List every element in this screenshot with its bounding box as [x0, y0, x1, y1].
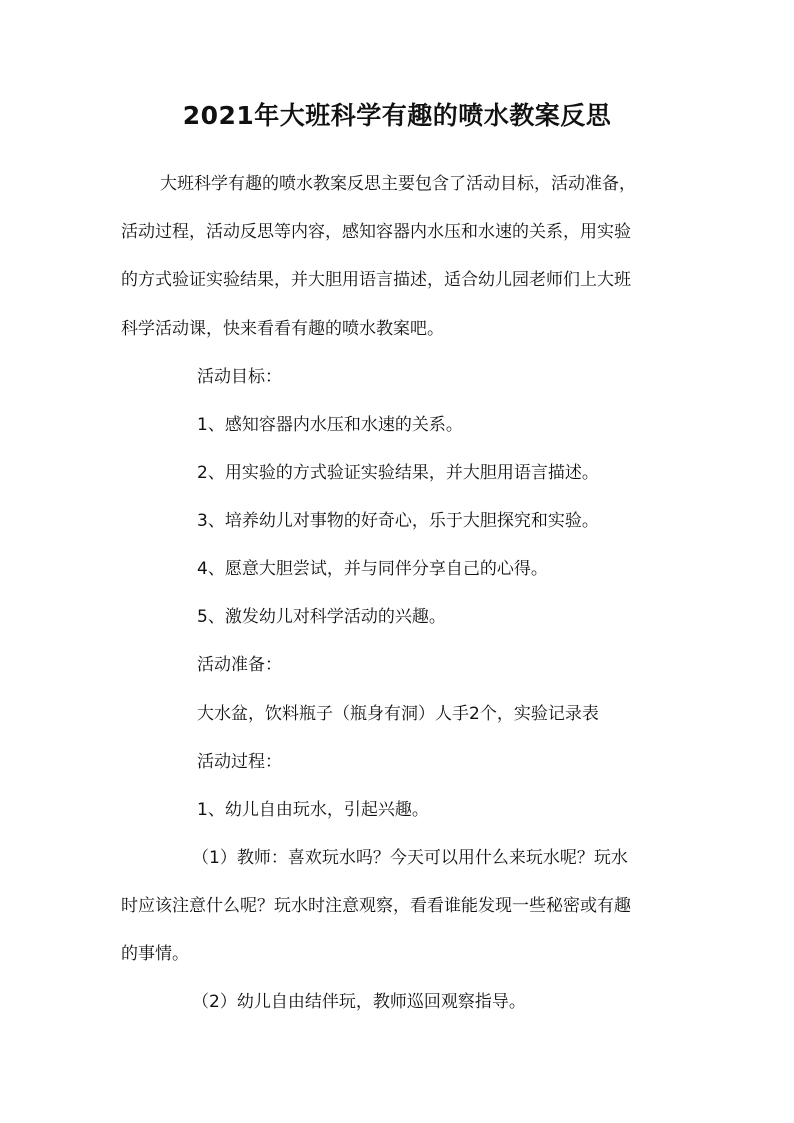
process-substep-1-line-3: 的事情。 [121, 944, 189, 964]
process-substep-2: （2）幼儿自由结伴玩，教师巡回观察指导。 [192, 992, 526, 1012]
section-heading-process: 活动过程： [197, 752, 282, 772]
process-substep-1-line-2: 时应该注意什么呢？玩水时注意观察，看看谁能发现一些秘密或有趣 [121, 896, 631, 916]
intro-line-4: 科学活动课，快来看看有趣的喷水教案吧。 [121, 319, 444, 339]
process-substep-1-line-1: （1）教师：喜欢玩水吗？今天可以用什么来玩水呢？玩水 [192, 848, 628, 868]
intro-line-1: 大班科学有趣的喷水教案反思主要包含了活动目标，活动准备， [160, 174, 636, 194]
preparation-text: 大水盆，饮料瓶子（瓶身有洞）人手2个，实验记录表 [197, 704, 599, 724]
document-title: 2021年大班科学有趣的喷水教案反思 [182, 101, 612, 130]
goal-item-5: 5、激发幼儿对科学活动的兴趣。 [197, 607, 446, 627]
process-step-1: 1、幼儿自由玩水，引起兴趣。 [197, 800, 429, 820]
intro-line-3: 的方式验证实验结果，并大胆用语言描述，适合幼儿园老师们上大班 [121, 270, 631, 290]
goal-item-4: 4、愿意大胆尝试，并与同伴分享自己的心得。 [197, 559, 548, 579]
intro-line-2: 活动过程，活动反思等内容，感知容器内水压和水速的关系，用实验 [121, 222, 631, 242]
goal-item-2: 2、用实验的方式验证实验结果，并大胆用语言描述。 [197, 463, 599, 483]
goal-item-3: 3、培养幼儿对事物的好奇心，乐于大胆探究和实验。 [197, 511, 599, 531]
section-heading-preparation: 活动准备： [197, 655, 282, 675]
section-heading-goals: 活动目标： [197, 367, 282, 387]
goal-item-1: 1、感知容器内水压和水速的关系。 [197, 415, 463, 435]
